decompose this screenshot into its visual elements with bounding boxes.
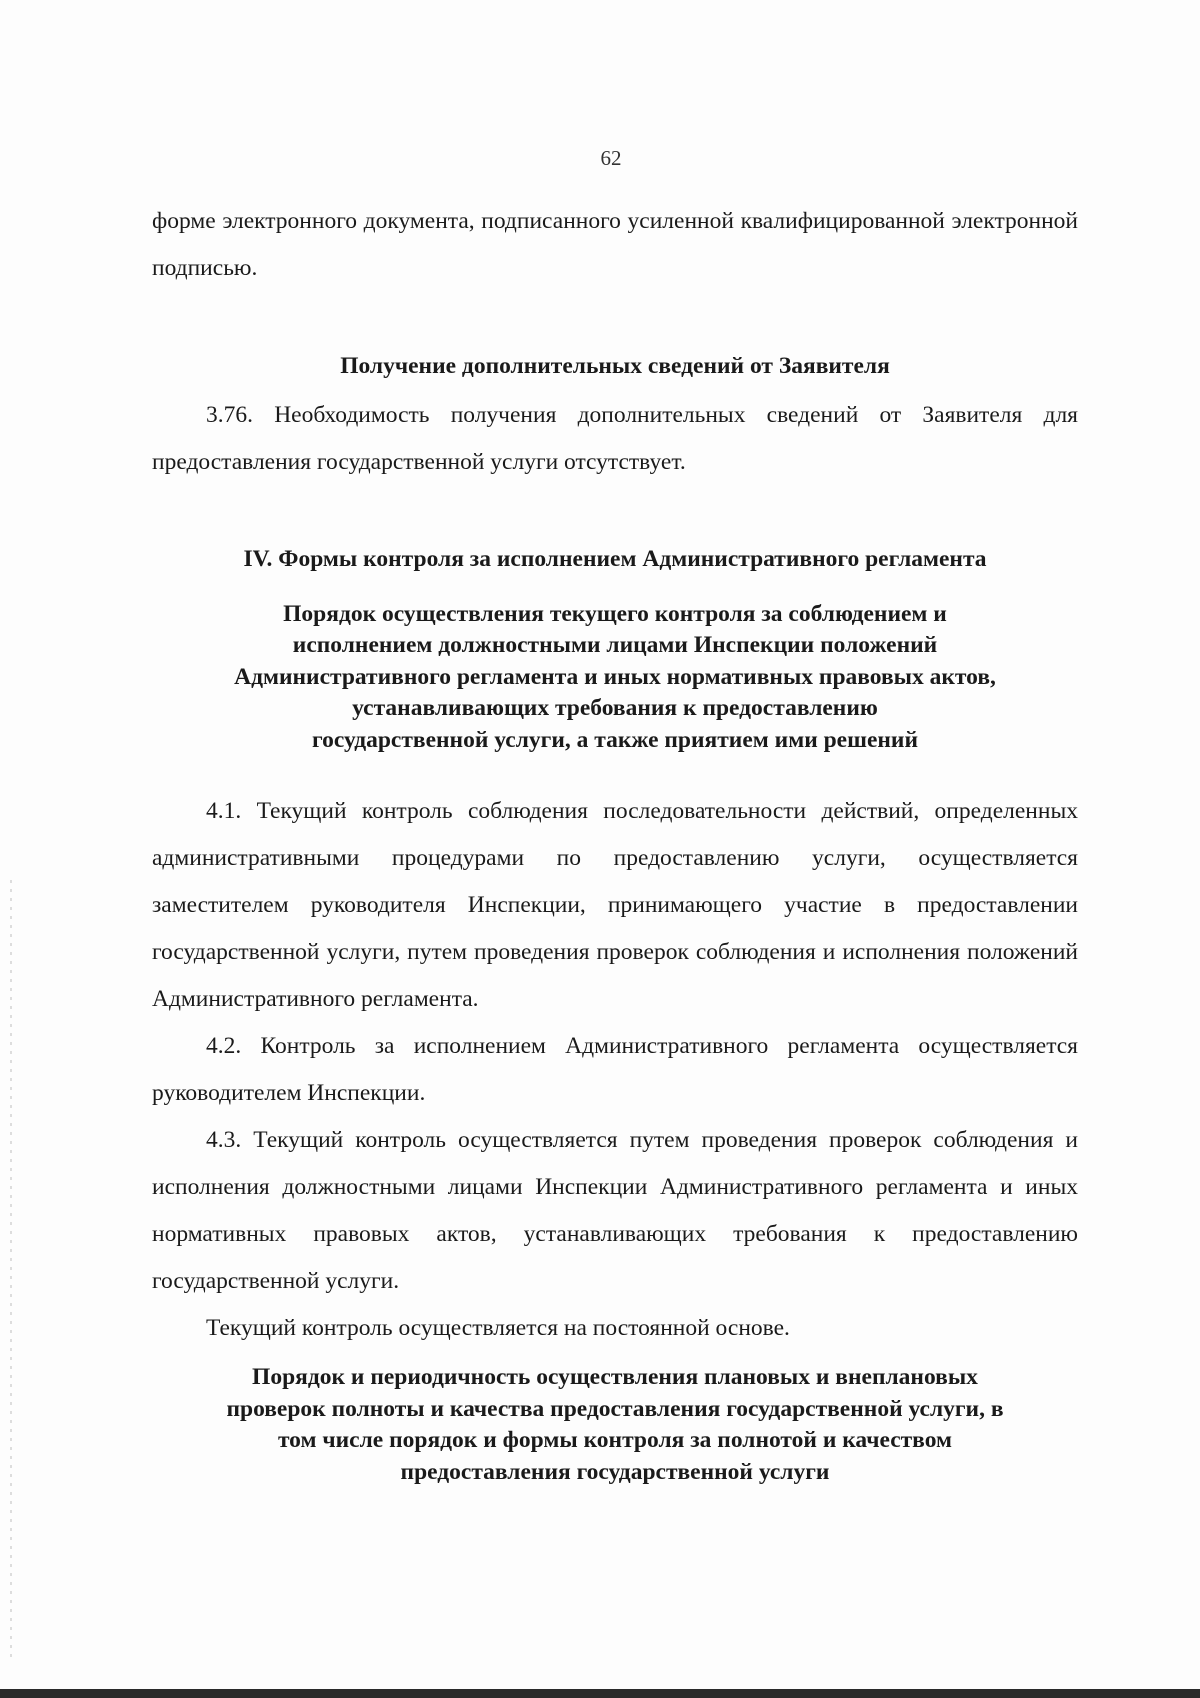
heading-line: Порядок и периодичность осуществления плановых и внеплановых: [252, 1364, 978, 1390]
heading-line: государственной услуги, а также приятием ими решений: [311, 726, 919, 753]
heading-periodicity: [152, 1362, 1078, 1488]
heading-section-iv: IV. Формы контроля за исполнением Административного регламента: [243, 546, 987, 572]
scan-edge-artifact: [10, 880, 12, 1660]
paragraph-continuation: форме электронного документа, подписанного усиленной квалифицированной электронной подписью.: [152, 208, 1078, 281]
heading-additional-info: Получение дополнительных сведений от Заявителя: [340, 353, 890, 379]
heading-line: устанавливающих требования к предоставлению: [352, 695, 878, 721]
heading-line: том числе порядок и формы контроля за полнотой и качеством: [277, 1427, 953, 1453]
heading-line: проверок полноты и качества предоставления государственной услуги, в: [226, 1395, 1004, 1422]
document-body: [152, 198, 1078, 1488]
paragraph-4-3: 4.3. Текущий контроль осуществляется путем проведения проверок соблюдения и исполнения должностными лицами Инспекции Административного регламента и иных нормативных правовых актов, устанавливающих требования к предоставлению государственной услуги.: [152, 1127, 1078, 1294]
paragraph-4-1: 4.1. Текущий контроль соблюдения последовательности действий, определенных административными процедурами по предоставлению услуги, осуществляется заместителем руководителя Инспекции, принимающего участие в предоставлении государственной услуги, путем проведения проверок соблюдения и исполнения положений Административного регламента.: [152, 798, 1078, 1012]
heading-line: Административного регламента и иных нормативных правовых актов,: [234, 663, 996, 690]
paragraph-4-2: 4.2. Контроль за исполнением Административного регламента осуществляется руководителем Инспекции.: [152, 1033, 1078, 1106]
paragraph-3-76: 3.76. Необходимость получения дополнительных сведений от Заявителя для предоставления государственной услуги отсутствует.: [152, 402, 1078, 475]
heading-line: исполнением должностными лицами Инспекции положений: [292, 632, 938, 658]
heading-line: предоставления государственной услуги: [400, 1458, 830, 1485]
heading-line: Порядок осуществления текущего контроля за соблюдением и: [283, 600, 947, 627]
page-number: 62: [600, 146, 622, 170]
scan-bottom-border: [0, 1689, 1200, 1698]
heading-current-control: [152, 599, 1078, 757]
paragraph-ongoing-control: Текущий контроль осуществляется на постоянной основе.: [206, 1315, 790, 1341]
